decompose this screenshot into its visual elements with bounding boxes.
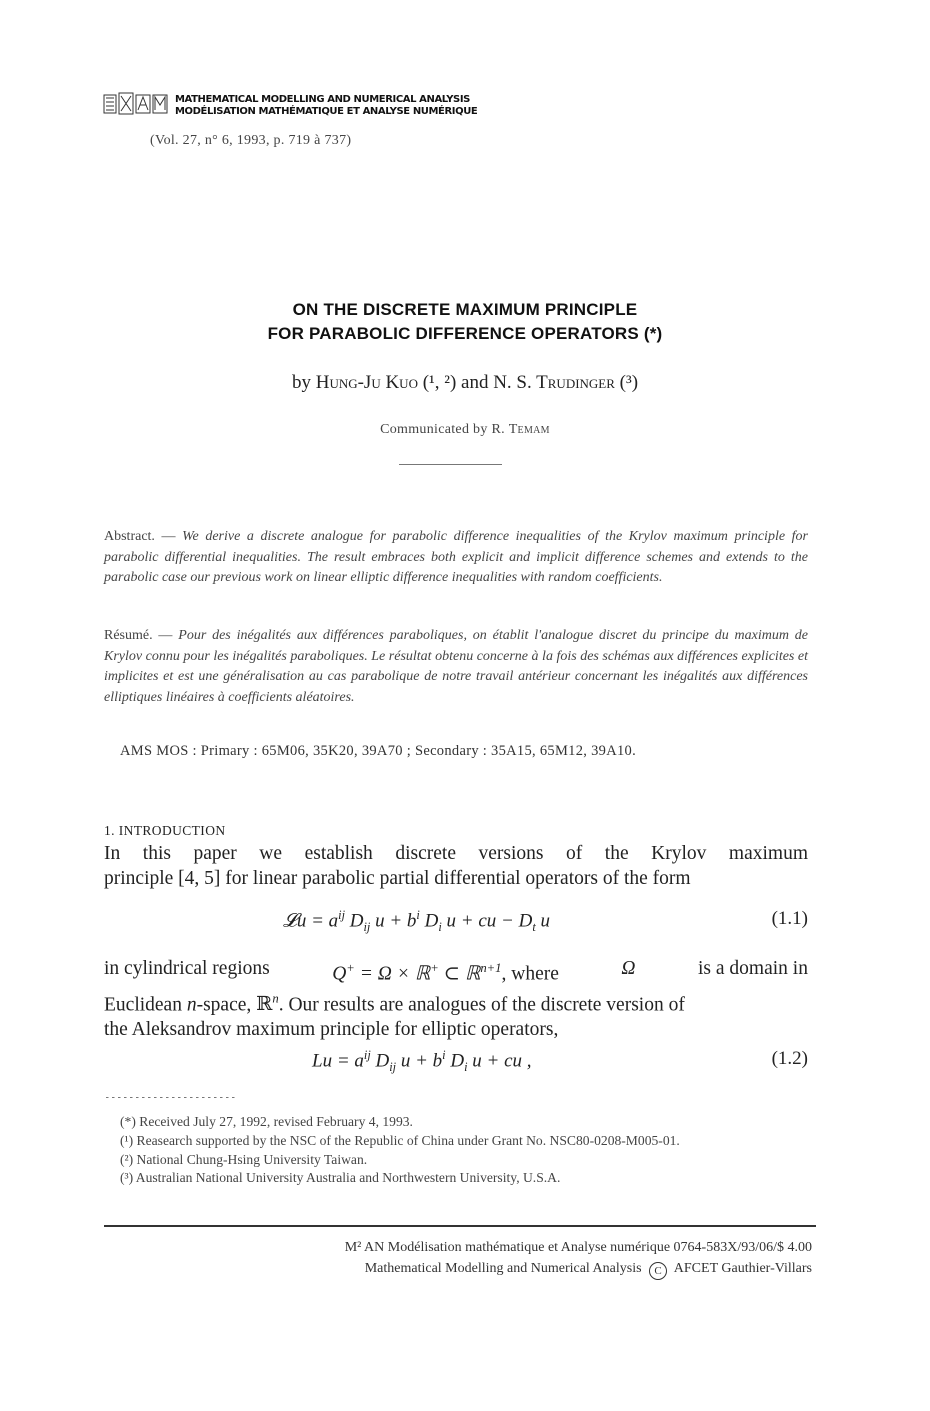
footer-publisher: AFCET Gauthier-Villars xyxy=(673,1261,812,1276)
intro-p2-text-b: , where xyxy=(501,963,559,985)
intro-p2-text-c: is a domain in xyxy=(698,958,808,979)
author-1-notes: (¹, ²) xyxy=(422,372,457,393)
communicated-by xyxy=(0,422,930,438)
resume xyxy=(104,626,808,708)
intro-p2-text-d: Euclidean xyxy=(104,994,182,1015)
footnotes xyxy=(104,1113,810,1188)
journal-logo xyxy=(103,92,169,116)
footnote-received: (*) Received July 27, 1992, revised February 4, 1993. xyxy=(120,1114,413,1129)
footnote-2: (²) National Chung-Hsing University Taiwan. xyxy=(120,1151,368,1167)
authors-line xyxy=(0,372,930,394)
intro-p2-line-1 xyxy=(104,956,808,987)
cylinder-formula: Q+ = Ω × ℝ+ ⊂ ℝ$^{n+1}$, where xyxy=(332,961,559,985)
section-heading: 1. INTRODUCTION xyxy=(104,823,226,838)
journal-header xyxy=(175,94,477,118)
intro-paragraph-1 xyxy=(104,841,808,891)
intro-p2-line-3: the Aleksandrov maximum principle for elliptic operators, xyxy=(104,1019,559,1040)
footer-divider xyxy=(104,1225,816,1227)
equation-1-1-number: (1.1) xyxy=(771,908,808,929)
volume-reference: (Vol. 27, n° 6, 1993, p. 719 à 737) xyxy=(150,133,352,148)
resume-label: Résumé. — xyxy=(104,628,173,643)
equation-1-1-formula: 𝓛u = $a^{ij}$ $D_{ij}$ $u + b^i$ $D_i$ u + cu − $D_t$ u xyxy=(283,908,551,935)
resume-text: Pour des inégalités aux différences paraboliques, on établit l'analogue discret du principe du maximum de Krylov connu pour les inégalités paraboliques. Le résultat obtenu concerne à la fois des schémas aux différences explicites et implicites et est une généralisation au cas parabolique de notre travail antérieur concernant les inégalités aux différences elliptiques linéaires à coefficients aléatoires. xyxy=(104,628,809,705)
omega-symbol: Ω xyxy=(621,958,636,979)
equation-1-2 xyxy=(104,1048,808,1074)
paper-title xyxy=(0,298,930,346)
author-2-notes: (³) xyxy=(619,372,639,393)
ams-classification: AMS MOS : Primary : 65M06, 35K20, 39A70 ; Secondary : 35A15, 65M12, 39A10. xyxy=(120,743,637,759)
equation-1-1 xyxy=(104,908,808,934)
intro-p2-text-e: -space, xyxy=(196,994,252,1015)
and-word: and xyxy=(461,372,489,393)
intro-p2-line-2 xyxy=(104,987,808,1018)
title-divider xyxy=(399,464,502,465)
footnote-divider xyxy=(106,1097,236,1098)
by-word: by xyxy=(291,372,311,393)
footer-line-1: M² AN Modélisation mathématique et Analyse numérique 0764-583X/93/06/$ 4.00 xyxy=(344,1240,812,1255)
footnote-3: (³) Australian National University Australia and Northwestern University, U.S.A. xyxy=(120,1170,561,1186)
abstract-label: Abstract. — xyxy=(104,529,176,544)
intro-paragraph-2 xyxy=(104,956,808,1042)
footer-journal-name: Mathematical Modelling and Numerical Analysis xyxy=(364,1261,642,1276)
abstract-text: We derive a discrete analogue for parabolic difference inequalities of the Krylov maximum principle for parabolic differential inequalities. The result embraces both explicit and implicit difference schemes and extends to the parabolic case our previous work on linear elliptic difference inequalities with random coefficients. xyxy=(104,529,808,586)
abstract xyxy=(104,527,808,589)
journal-name-en: MATHEMATICAL MODELLING AND NUMERICAL ANALYSIS xyxy=(175,94,470,105)
title-line-2: FOR PARABOLIC DIFFERENCE OPERATORS (*) xyxy=(267,324,663,343)
author-1: Hung-Ju Kuo xyxy=(315,372,418,393)
intro-line-2: principle [4, 5] for linear parabolic partial differential operators of the form xyxy=(104,868,691,889)
author-2: N. S. Trudinger xyxy=(493,372,615,393)
communicated-prefix: Communicated by R. xyxy=(380,422,505,437)
copyright-icon: C xyxy=(649,1262,667,1280)
real-space-symbol: ℝ$^n$ xyxy=(256,991,279,1015)
intro-p2-text-f: . Our results are analogues of the discrete version of xyxy=(278,994,685,1015)
journal-name-fr: MODÉLISATION MATHÉMATIQUE ET ANALYSE NUMÉRIQUE xyxy=(175,106,478,117)
intro-line-1: In this paper we establish discrete versions of the Krylov maximum xyxy=(104,843,808,864)
n-symbol: n xyxy=(186,994,197,1015)
title-line-1: ON THE DISCRETE MAXIMUM PRINCIPLE xyxy=(292,300,638,319)
equation-1-2-number: (1.2) xyxy=(771,1048,808,1069)
footer-line-2 xyxy=(150,1261,812,1280)
intro-p2-text-a: in cylindrical regions xyxy=(104,958,270,979)
footnote-1: (¹) Reasearch supported by the NSC of the Republic of China under Grant No. NSC80-0208-M005-01. xyxy=(120,1132,680,1148)
equation-1-2-formula: $Lu = a^{ij}$ $D_{ij}$ $u + b^i$ $D_i$ u + cu , xyxy=(312,1048,532,1075)
communicator-name: Temam xyxy=(508,422,550,437)
